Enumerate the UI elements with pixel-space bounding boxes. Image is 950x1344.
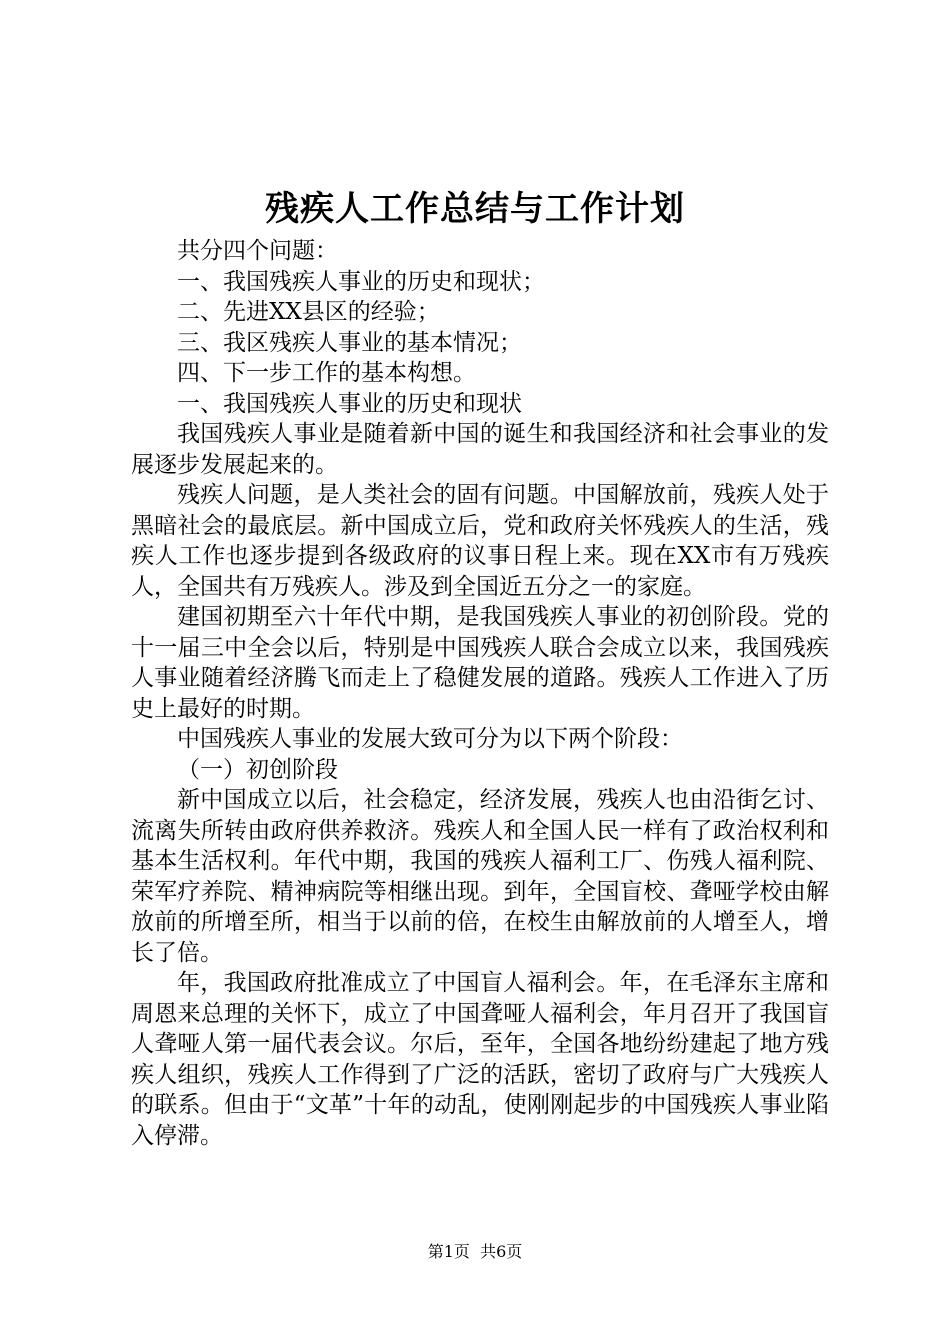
paragraph: 三、我区残疾人事业的基本情况； (177, 329, 522, 356)
paragraph: 新中国成立以后，社会稳定，经济发展，残疾人也由沿街乞讨、流离失所转由政府供养救济。残疾人和全国人民一样有了政治权利和基本生活权利。年代中期，我国的残疾人福利工厂、伤残人福利院、荣军疗养院、精神病院等相继出现。到年，全国盲校、聋哑学校由解放前的所增至所，相当于以前的倍，在校生由解放前的人增至人，增长了倍。 (131, 787, 829, 966)
paragraph: 中国残疾人事业的发展大致可分为以下两个阶段： (177, 726, 683, 752)
paragraph: 建国初期至六十年代中期，是我国残疾人事业的初创阶段。党的十一届三中全会以后，特别是中国残疾人联合会成立以来，我国残疾人事业随着经济腾飞而走上了稳健发展的道路。残疾人工作进入了历史上最好的时期。 (131, 604, 829, 722)
page-footer (0, 1240, 950, 1264)
paragraph: 一、我国残疾人事业的历史和现状； (177, 268, 545, 295)
page-total: 共6页 (480, 1242, 523, 1261)
section-heading: 一、我国残疾人事业的历史和现状 (177, 390, 522, 417)
paragraph: 残疾人问题，是人类社会的固有问题。中国解放前，残疾人处于黑暗社会的最底层。新中国成立后，党和政府关怀残疾人的生活，残疾人工作也逐步提到各级政府的议事日程上来。现在XX市有万残疾人，全国共有万残疾人。涉及到全国近五分之一的家庭。 (131, 482, 829, 600)
document-title: 残疾人工作总结与工作计划 (265, 189, 685, 229)
paragraph: 年，我国政府批准成立了中国盲人福利会。年，在毛泽东主席和周恩来总理的关怀下，成立了中国聋哑人福利会，年月召开了我国盲人聋哑人第一届代表会议。尔后，至年，全国各地纷纷建起了地方残疾人组织，残疾人工作得到了广泛的活跃，密切了政府与广大残疾人的联系。但由于“文革”十年的动乱，使刚刚起步的中国残疾人事业陷入停滞。 (131, 970, 829, 1149)
paragraph: 我国残疾人事业是随着新中国的诞生和我国经济和社会事业的发展逐步发展起来的。 (131, 421, 829, 478)
paragraph: 二、先进XX县区的经验； (177, 299, 440, 325)
subsection-heading: （一）初创阶段 (177, 756, 338, 783)
paragraph: 四、下一步工作的基本构想。 (177, 360, 476, 386)
footer-spacer (470, 1242, 480, 1261)
paragraph: 共分四个问题： (177, 238, 338, 264)
page-number: 第1页 (427, 1242, 470, 1261)
document-body (131, 236, 829, 1151)
